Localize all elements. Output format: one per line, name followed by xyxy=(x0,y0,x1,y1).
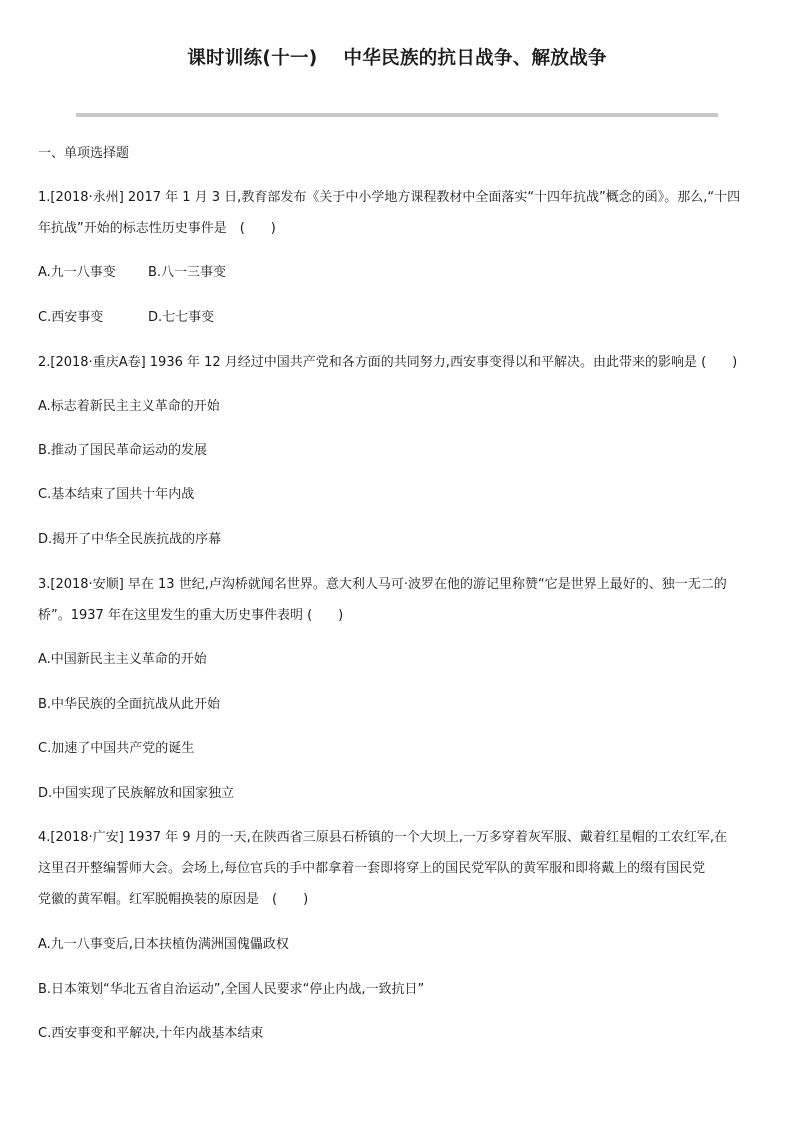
q2-option-a[interactable]: A.标志着新民主主义革命的开始 xyxy=(38,399,220,414)
title-part1: 课时训练(十一) xyxy=(187,48,318,69)
q1-option-b[interactable]: B.八一三事变 xyxy=(148,265,227,280)
q1-option-row-1 xyxy=(38,264,227,282)
q3-option-d[interactable]: D.中国实现了民族解放和国家独立 xyxy=(38,786,235,801)
q4-option-c[interactable]: C.西安事变和平解决,十年内战基本结束 xyxy=(38,1026,264,1041)
q1-option-row-2 xyxy=(38,309,215,327)
q4-stem-line2: 这里召开整编誓师大会。会场上,每位官兵的手中都拿着一套即将穿上的国民党军队的黄军服和即将戴上的缀有国民党 xyxy=(38,861,706,876)
q3-stem-line2: 桥”。1937 年在这里发生的重大历史事件表明 ( ) xyxy=(38,608,344,623)
page-title xyxy=(0,44,794,70)
q1-stem-line2: 年抗战”开始的标志性历史事件是 ( ) xyxy=(38,221,276,236)
q2-option-c[interactable]: C.基本结束了国共十年内战 xyxy=(38,487,195,502)
q1-option-a[interactable]: A.九一八事变 xyxy=(38,265,116,280)
q1-option-d[interactable]: D.七七事变 xyxy=(148,310,215,325)
title-divider xyxy=(76,113,718,117)
q2-stem-line1: 2.[2018·重庆A卷] 1936 年 12 月经过中国共产党和各方面的共同努力,西安事变得以和平解决。由此带来的影响是 ( ) xyxy=(38,355,738,370)
q3-option-c[interactable]: C.加速了中国共产党的诞生 xyxy=(38,741,195,756)
q3-option-b[interactable]: B.中华民族的全面抗战从此开始 xyxy=(38,697,221,712)
q3-option-a[interactable]: A.中国新民主主义革命的开始 xyxy=(38,652,207,667)
q1-stem-line1: 1.[2018·永州] 2017 年 1 月 3 日,教育部发布《关于中小学地方课程教材中全面落实“十四年抗战”概念的函》。那么,“十四 xyxy=(38,190,741,205)
q1-option-c[interactable]: C.西安事变 xyxy=(38,310,104,325)
q3-stem-line1: 3.[2018·安顺] 早在 13 世纪,卢沟桥就闻名世界。意大利人马可·波罗在他的游记里称赞“它是世界上最好的、独一无二的 xyxy=(38,577,727,592)
q2-option-d[interactable]: D.揭开了中华全民族抗战的序幕 xyxy=(38,532,222,547)
section-heading: 一、单项选择题 xyxy=(38,146,130,161)
q4-option-b[interactable]: B.日本策划“华北五省自治运动”,全国人民要求“停止内战,一致抗日” xyxy=(38,982,425,997)
q2-option-b[interactable]: B.推动了国民革命运动的发展 xyxy=(38,443,208,458)
q4-option-a[interactable]: A.九一八事变后,日本扶植伪满洲国傀儡政权 xyxy=(38,937,289,952)
title-part2: 中华民族的抗日战争、解放战争 xyxy=(343,48,607,69)
q4-stem-line1: 4.[2018·广安] 1937 年 9 月的一天,在陕西省三原县石桥镇的一个大坝上,一万多穿着灰军服、戴着红星帽的工农红军,在 xyxy=(38,830,728,845)
q4-stem-line3: 党徽的黄军帽。红军脱帽换装的原因是 ( ) xyxy=(38,892,309,907)
